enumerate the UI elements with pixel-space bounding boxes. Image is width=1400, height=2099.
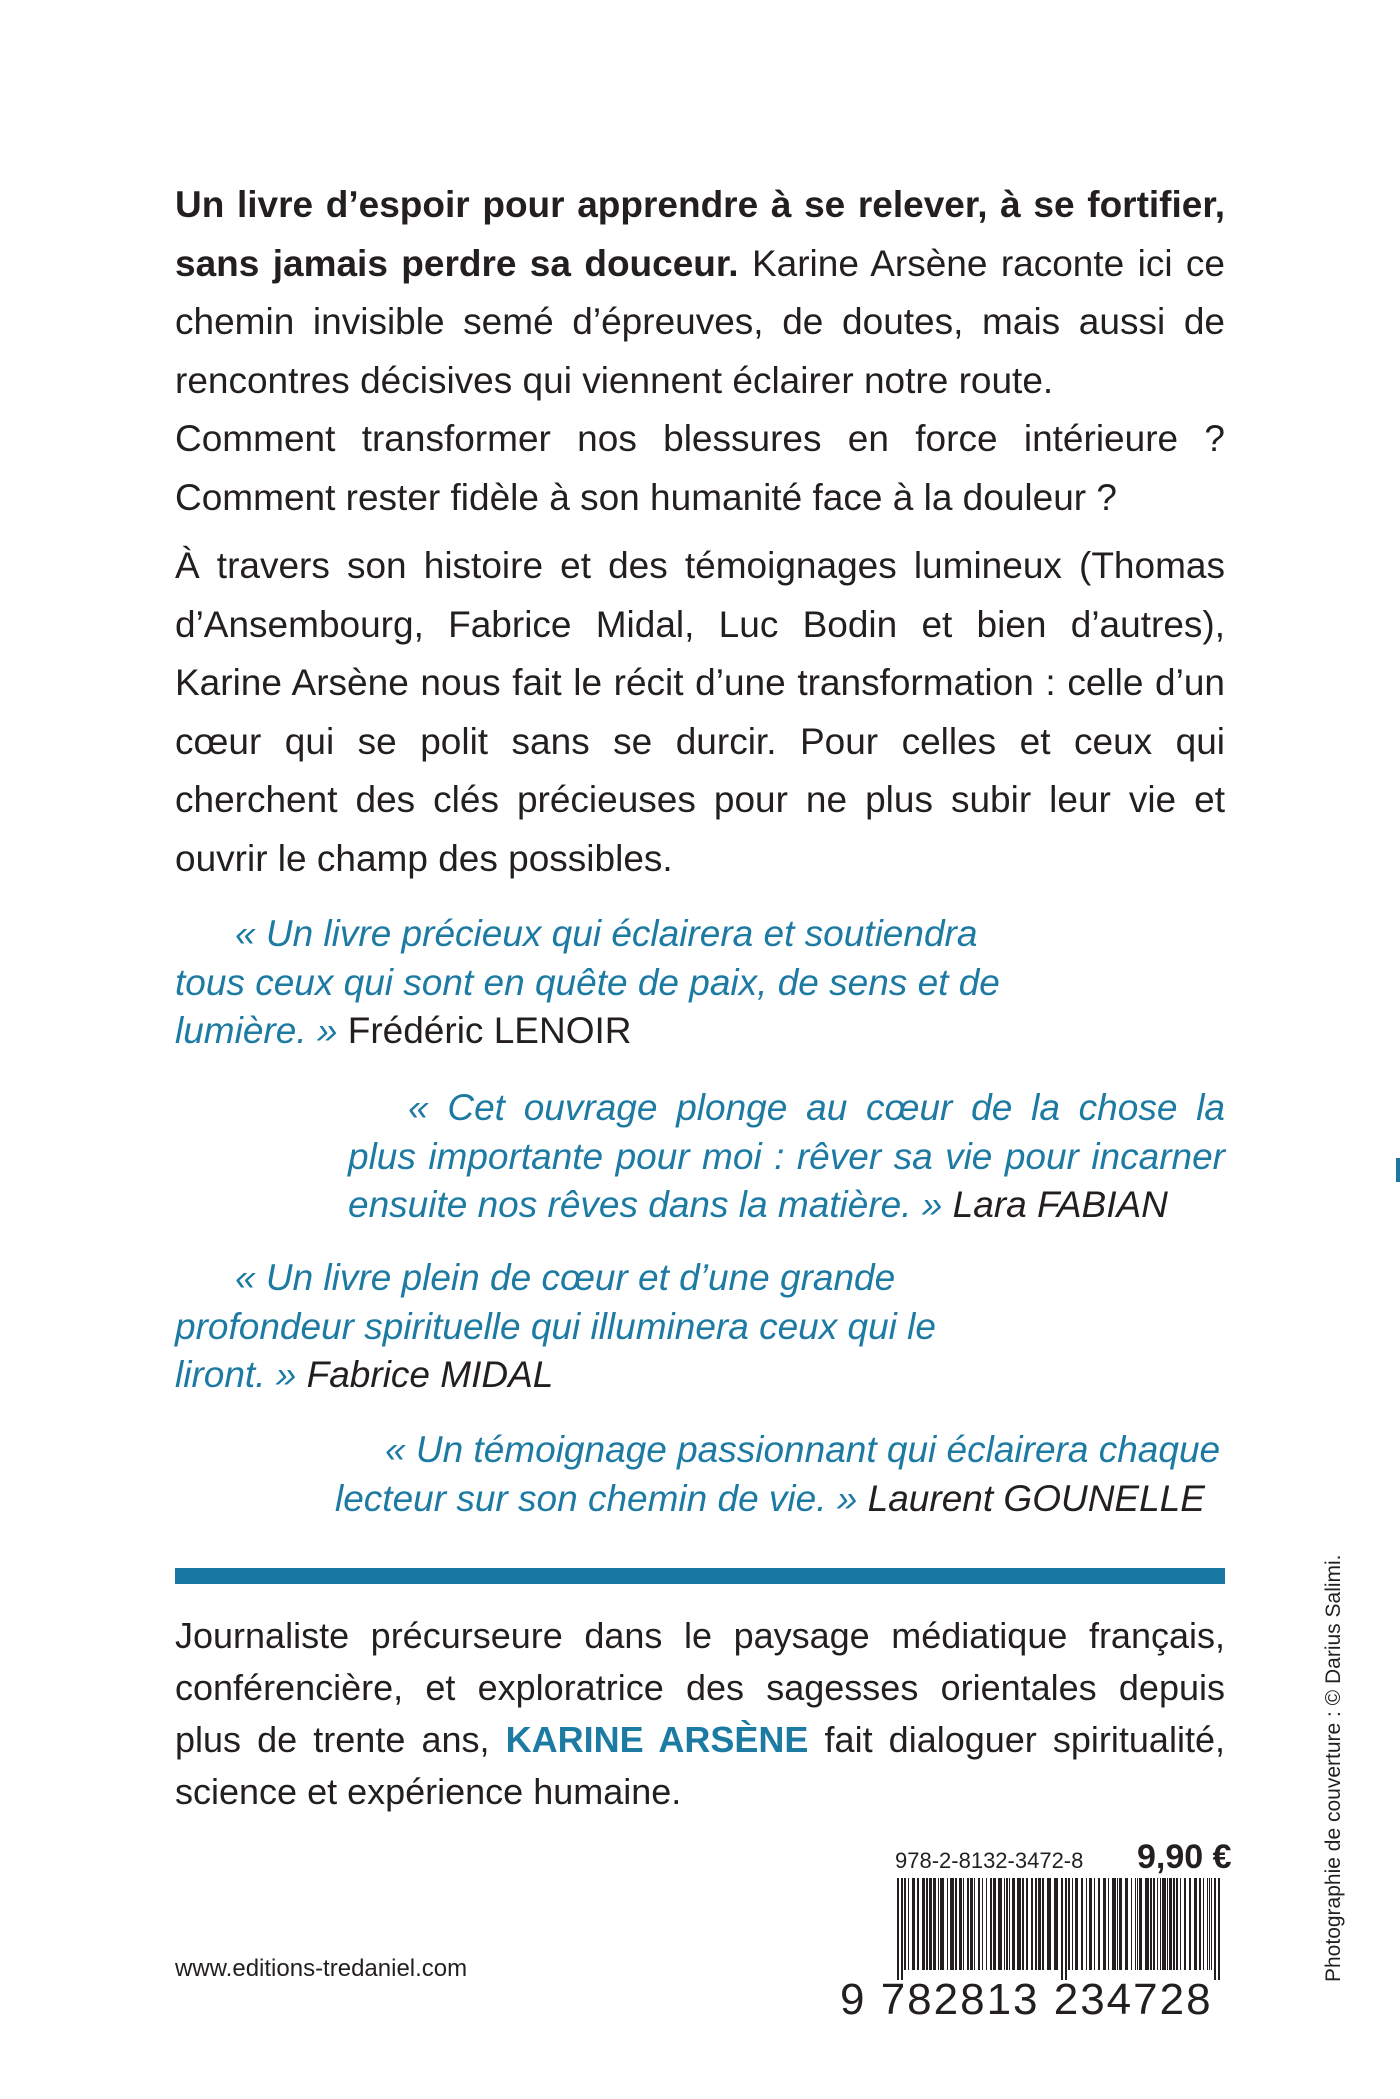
barcode-bar [982,1878,983,1970]
intro-lead: Un livre d’espoir pour apprendre à se relever, à se fortifier, sans jamais perdre sa douceur. [175,184,1225,284]
barcode-bar [1089,1878,1092,1970]
barcode-bar [938,1878,939,1970]
quote-text: « Un livre précieux qui éclairera et soutiendra tous ceux qui sont en quête de paix, de sens et de lumière. » [175,913,1000,1051]
barcode-bar [1173,1878,1175,1970]
barcode-bar [967,1878,969,1970]
barcode-bar [1112,1878,1116,1970]
quote-text: « Un livre plein de cœur et d’une grande profondeur spirituelle qui illuminera ceux qui le liront. » [175,1257,936,1395]
barcode-bar [901,1878,903,1980]
barcode-digits: 9 782813 234728 [840,1975,1213,2024]
author-name: KARINE ARSÈNE [505,1719,809,1760]
barcode-bar [1047,1878,1051,1970]
barcode-bar [1072,1878,1073,1970]
bio-text-after: fait dialoguer spiritualité, science et expérience humaine. [175,1719,1225,1812]
barcode-bar [1125,1878,1128,1970]
barcode-bar [978,1878,980,1970]
barcode-bar [963,1878,964,1970]
barcode-bar [998,1878,1002,1970]
barcode-bar [1137,1878,1138,1970]
barcode-bar [1184,1878,1186,1970]
barcode-bar [1103,1878,1106,1970]
barcode-bar [1176,1878,1178,1970]
barcode-bar [1139,1878,1142,1970]
quote-lenoir [175,910,1005,1056]
quote-gounelle [335,1426,1225,1523]
quote-fabian [348,1084,1225,1230]
website-link[interactable]: www.editions-tredaniel.com [175,1955,468,1982]
barcode-bar [1026,1878,1028,1970]
barcode-bar [1153,1878,1155,1970]
barcode-bar [1135,1878,1136,1970]
barcode-bar [1194,1878,1197,1970]
barcode-bar [897,1878,899,1980]
barcode-bar [1150,1878,1152,1970]
intro-rest: Karine Arsène raconte ici ce chemin invisible semé d’épreuves, de doutes, mais aussi de rencontres décisives qui viennent éclairer notre route. [175,242,1226,401]
barcode-bar [1180,1878,1181,1970]
barcode-bar [1189,1878,1191,1970]
barcode-bar [990,1878,992,1970]
barcode-bar [1094,1878,1095,1970]
barcode-bar [955,1878,957,1970]
barcode-bar [1061,1878,1063,1980]
barcode-bar [986,1878,987,1970]
barcode-bar [1169,1878,1172,1970]
quote-text: « Cet ouvrage plonge au cœur de la chose la plus importante pour moi : rêver sa vie pour incarner ensuite nos rêves dans la matière. » [348,1087,1225,1225]
barcode-bar [1211,1878,1212,1970]
barcode-bar [1009,1878,1010,1970]
barcode-bar [1098,1878,1100,1970]
divider-bar [175,1568,1225,1584]
barcode-bar [1145,1878,1149,1970]
barcode-bar [1042,1878,1044,1970]
barcode-bar [1065,1878,1067,1980]
barcode-bar [993,1878,996,1970]
barcode-bar [1108,1878,1109,1970]
body-paragraph: À travers son histoire et des témoignages lumineux (Thomas d’Ansembourg, Fabrice Midal, Luc Bodin et bien d’autres), Karine Arsène nous fait le récit d’une transformation : celle d’un cœur qui se polit sans se durcir. Pour celles et ceux qui cherchent des clés précieuses pour ne plus subir leur vie et ouvrir le champ des possibles. [175,545,1225,879]
barcode-bar [904,1878,906,1970]
barcode-bar [1068,1878,1070,1970]
edge-mark [1396,1158,1400,1182]
barcode-bar [1031,1878,1033,1970]
intro-paragraph [175,176,1225,410]
barcode-bar [1081,1878,1083,1970]
photo-credit: Photographie de couverture : © Darius Salimi. [1322,1554,1345,1982]
barcode-bar [974,1878,975,1970]
barcode-bar [1218,1878,1220,1980]
barcode-bar [1157,1878,1158,1970]
barcode-bar [1214,1878,1216,1980]
barcode-bar [970,1878,973,1970]
barcode-bar [1012,1878,1015,1970]
barcode-bar [1086,1878,1087,1970]
barcode-bar [947,1878,948,1970]
barcode-bar [1199,1878,1201,1970]
barcode-bar [933,1878,936,1970]
barcode-bar [1006,1878,1008,1970]
quote-author: Fabrice MIDAL [306,1354,554,1395]
barcode-bar [912,1878,915,1970]
barcode-bar [1160,1878,1161,1970]
barcode-bar [1004,1878,1005,1970]
barcode-bar [950,1878,954,1970]
barcode-bar [1167,1878,1168,1970]
price: 9,90 € [1137,1838,1232,1876]
barcode-bar [1038,1878,1041,1970]
barcode-bar [1022,1878,1024,1970]
barcode-bar [1054,1878,1058,1970]
barcode [895,1878,1225,1980]
barcode-bar [1119,1878,1122,1970]
barcode-bar [1209,1878,1210,1970]
barcode-bar [917,1878,919,1970]
bio-text-before: Journaliste précurseure dans le paysage médiatique français, conférencière, et exploratrice des sagesses orientales depuis plus de trente ans, [175,1615,1225,1760]
quote-author: Frédéric LENOIR [347,1010,632,1051]
barcode-bar [1117,1878,1118,1970]
barcode-bar [1131,1878,1132,1970]
isbn-number: 978-2-8132-3472-8 [895,1848,1084,1873]
barcode-bar [1162,1878,1166,1970]
quote-text: « Un témoignage passionnant qui éclairera chaque lecteur sur son chemin de vie. » [335,1429,1221,1519]
barcode-bar [959,1878,962,1970]
barcode-bar [1017,1878,1021,1970]
barcode-bar [940,1878,944,1970]
barcode-bar [1203,1878,1204,1970]
barcode-bar [926,1878,928,1970]
quote-author: Laurent GOUNELLE [867,1477,1205,1519]
barcode-bar [922,1878,925,1970]
barcode-bar [1035,1878,1037,1970]
author-bio [175,1610,1225,1818]
quote-author: Lara FABIAN [952,1184,1168,1225]
barcode-bar [929,1878,932,1970]
barcode-bar [908,1878,909,1970]
barcode-bar [1207,1878,1208,1970]
quote-midal [175,1254,945,1400]
questions-paragraph: Comment transformer nos blessures en force intérieure ? Comment rester fidèle à son humanité face à la douleur ? [175,418,1225,518]
barcode-bar [1075,1878,1078,1970]
